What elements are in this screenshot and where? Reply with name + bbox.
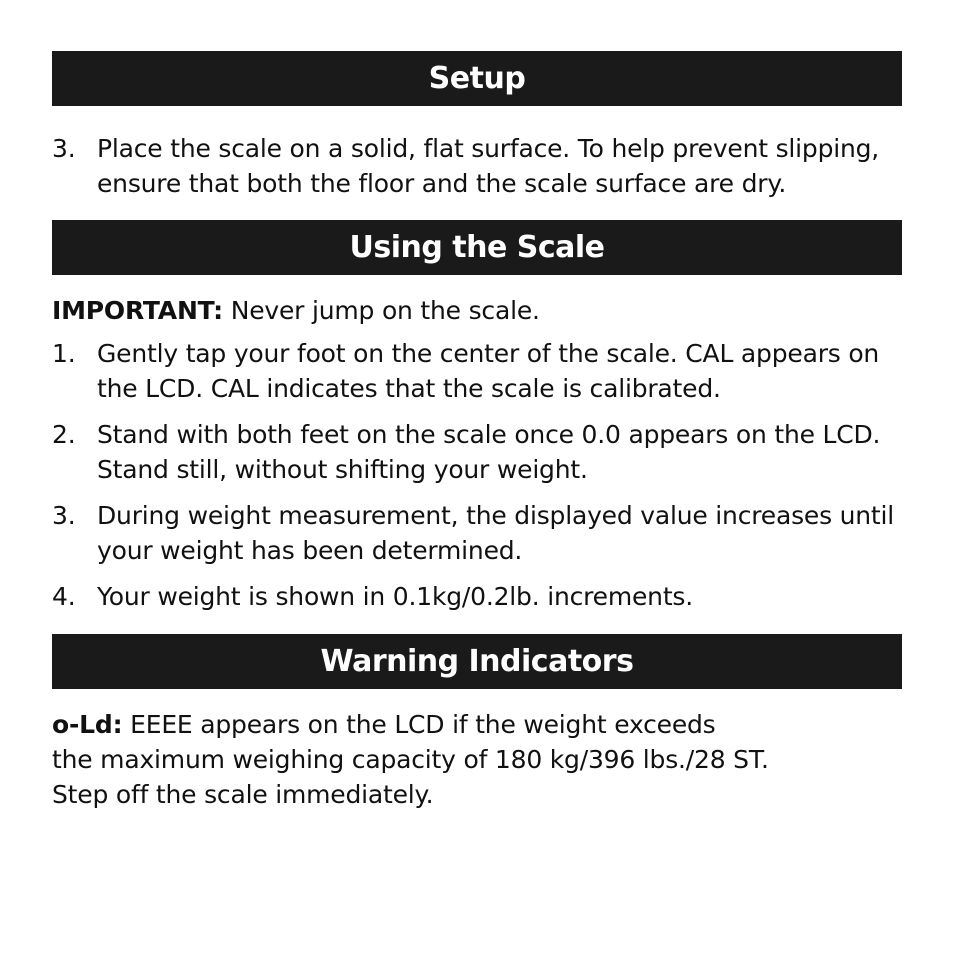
warning-line-1: EEEE appears on the LCD if the weight exceeds	[122, 710, 716, 739]
section-header-setup	[52, 51, 902, 106]
important-note	[52, 293, 902, 328]
list-item	[52, 417, 902, 487]
step-number: 4.	[52, 582, 76, 611]
section-header-warning-indicators	[52, 634, 902, 689]
warning-description	[52, 707, 902, 812]
step-text: Your weight is shown in 0.1kg/0.2lb. increments.	[97, 582, 694, 611]
step-text: Place the scale on a solid, flat surface. To help prevent slipping, ensure that both the floor and the scale surface are dry.	[97, 134, 880, 198]
step-text: Gently tap your foot on the center of the scale. CAL appears on the LCD. CAL indicates that the scale is calibrated.	[97, 339, 880, 403]
list-item	[52, 336, 902, 406]
section-header-using-the-scale	[52, 220, 902, 275]
step-number: 2.	[52, 420, 76, 449]
setup-steps-list	[52, 131, 902, 201]
section-title: Using the Scale	[349, 230, 605, 265]
step-text: During weight measurement, the displayed value increases until your weight has been determined.	[97, 501, 895, 565]
step-text: Stand with both feet on the scale once 0.0 appears on the LCD. Stand still, without shifting your weight.	[97, 420, 881, 484]
important-text: Never jump on the scale.	[222, 296, 540, 325]
warning-line-2: the maximum weighing capacity of 180 kg/396 lbs./28 ST.	[52, 745, 769, 774]
manual-page	[52, 51, 902, 812]
list-item	[52, 579, 902, 614]
section-title: Warning Indicators	[320, 644, 634, 679]
step-number: 3.	[52, 501, 76, 530]
list-item	[52, 131, 902, 201]
step-number: 3.	[52, 134, 76, 163]
using-steps-list	[52, 336, 902, 614]
important-label: IMPORTANT:	[52, 296, 223, 325]
list-item	[52, 498, 902, 568]
section-title: Setup	[428, 61, 526, 96]
warning-label: o-Ld:	[52, 710, 123, 739]
warning-line-3: Step off the scale immediately.	[52, 780, 434, 809]
step-number: 1.	[52, 339, 76, 368]
